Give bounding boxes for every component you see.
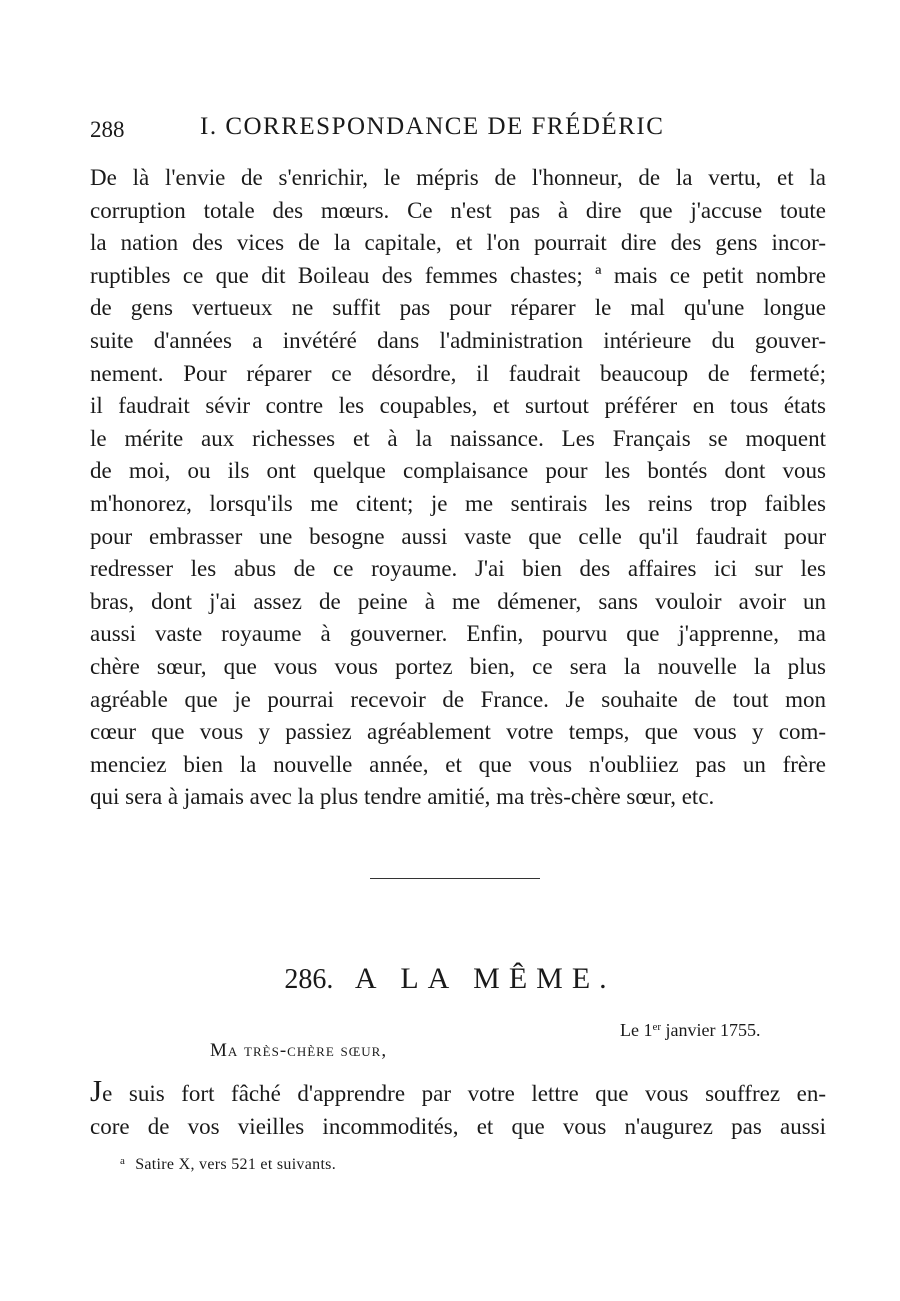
text-line: pour embrasser une besogne aussi vaste que celle qu'il faudrait pour: [90, 523, 826, 549]
text-line: suite d'années a invétéré dans l'administration intérieure du gouver-: [90, 327, 826, 353]
text-line: [90, 1073, 826, 1111]
letter-title: A LA MÊME.: [354, 962, 616, 995]
date-prefix: Le 1: [620, 1020, 653, 1040]
text-line: chère sœur, que vous vous portez bien, ce sera la nouvelle la plus: [90, 653, 826, 679]
text-line: la nation des vices de la capitale, et l'on pourrait dire des gens incor-: [90, 230, 826, 256]
text-line: de gens vertueux ne suffit pas pour réparer le mal qu'une longue: [90, 295, 826, 321]
letter-number: 286.: [284, 964, 334, 995]
text-line: corruption totale des mœurs. Ce n'est pas à dire que j'accuse toute: [90, 197, 826, 223]
letter-heading: [0, 962, 900, 996]
section-divider: [370, 878, 540, 879]
running-head: [90, 113, 825, 147]
text-line: de moi, ou ils ont quelque complaisance pour les bontés dont vous: [90, 458, 826, 484]
letter-body: [90, 1073, 826, 1143]
date-superscript: er: [652, 1021, 662, 1033]
text-line: bras, dont j'ai assez de peine à me démener, sans vouloir avoir un: [90, 588, 826, 614]
text-line: core de vos vieilles incommodités, et que vous n'augurez pas aussi: [90, 1113, 826, 1139]
body-text: [90, 162, 826, 814]
initial-letter: J: [90, 1073, 103, 1108]
footnote-text: Satire X, vers 521 et suivants.: [135, 1156, 337, 1173]
footnote: [120, 1155, 336, 1174]
page-number: 288: [90, 117, 125, 142]
text-line: le mérite aux richesses et à la naissance. Les Français se moquent: [90, 425, 826, 451]
footnote-marker: a: [120, 1155, 126, 1167]
text-line: ruptibles ce que dit Boileau des femmes chastes; ª mais ce petit nombre: [90, 262, 826, 288]
text-line: m'honorez, lorsqu'ils me citent; je me sentirais les reins trop faibles: [90, 490, 826, 516]
text-line: menciez bien la nouvelle année, et que vous n'oubliiez pas un frère: [90, 751, 826, 777]
date-suffix: janvier 1755.: [661, 1020, 761, 1040]
text-line: cœur que vous y passiez agréablement votre temps, que vous y com-: [90, 719, 826, 745]
text-line: nement. Pour réparer ce désordre, il faudrait beaucoup de fermeté;: [90, 360, 826, 386]
text-line: il faudrait sévir contre les coupables, et surtout préférer en tous états: [90, 393, 826, 419]
text-line: aussi vaste royaume à gouverner. Enfin, pourvu que j'apprenne, ma: [90, 621, 826, 647]
text-line-last: qui sera à jamais avec la plus tendre amitié, ma très-chère sœur, etc.: [90, 784, 715, 810]
text-line: agréable que je pourrai recevoir de France. Je souhaite de tout mon: [90, 686, 826, 712]
letter-dateline: [620, 1020, 761, 1041]
text-line: De là l'envie de s'enrichir, le mépris de l'honneur, de la vertu, et la: [90, 165, 826, 190]
running-head-title: I. CORRESPONDANCE DE FRÉDÉRIC: [200, 113, 665, 140]
text-line: redresser les abus de ce royaume. J'ai bien des affaires ici sur les: [90, 556, 826, 582]
text-line-rest: e suis fort fâché d'apprendre par votre lettre que vous souffrez en-: [102, 1081, 826, 1106]
letter-salutation: Ma très-chère sœur,: [210, 1040, 388, 1061]
